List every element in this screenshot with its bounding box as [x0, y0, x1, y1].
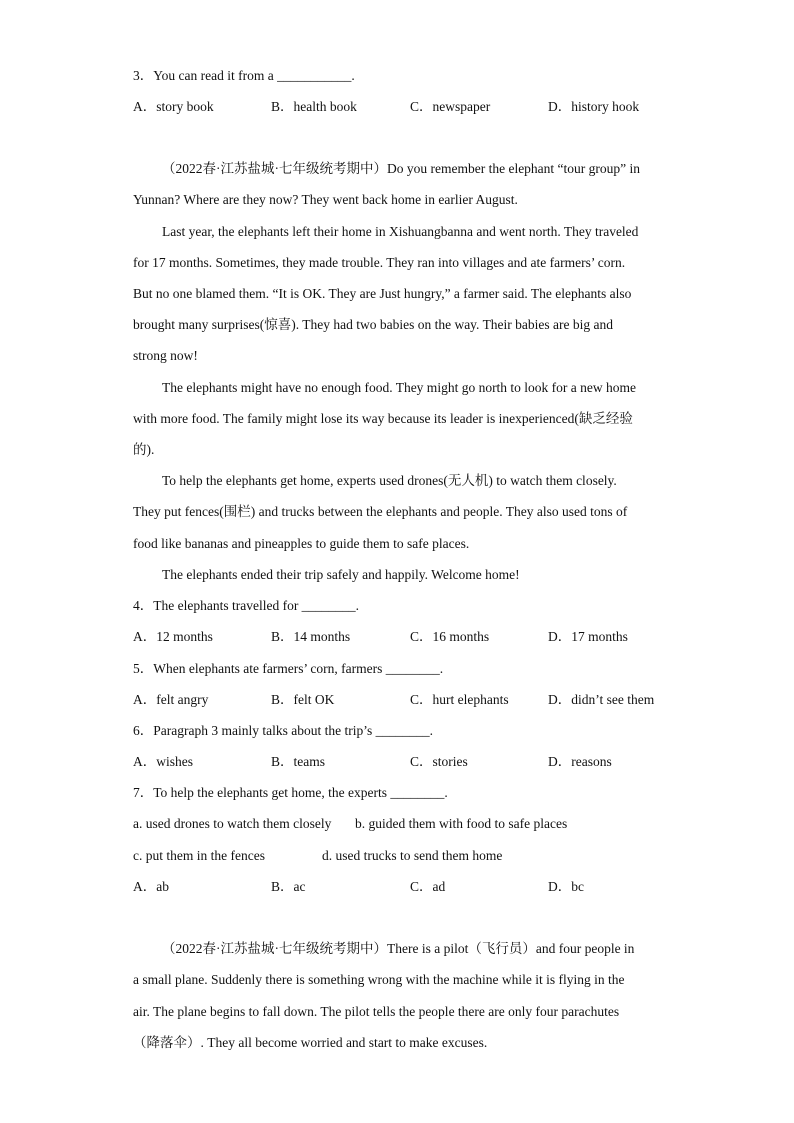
question-6-stem: 6．Paragraph 3 mainly talks about the trip’s ________. — [133, 723, 433, 738]
passage-1-line: Last year, the elephants left their home in Xishuangbanna and went north. They traveled — [162, 224, 639, 239]
question-7-option-d: D．bc — [548, 879, 584, 894]
question-4-stem: 4．The elephants travelled for ________. — [133, 598, 360, 613]
passage-2-line: a small plane. Suddenly there is something wrong with the machine while it is flying in the — [133, 972, 625, 987]
question-7-option-c: C．ad — [410, 879, 446, 894]
passage-1-line: Yunnan? Where are they now? They went back home in earlier August. — [133, 192, 518, 207]
passage-1-line: They put fences(围栏) and trucks between the elephants and people. They also used tons of — [133, 504, 628, 519]
question-5-option-a: A．felt angry — [133, 692, 209, 707]
question-3-option-b: B．health book — [271, 99, 357, 114]
question-4-option-a: A．12 months — [133, 629, 213, 644]
question-5-option-c: C．hurt elephants — [410, 692, 509, 707]
question-4-option-d: D．17 months — [548, 629, 628, 644]
passage-1-line: But no one blamed them. “It is OK. They are Just hungry,” a farmer said. The elephants also — [133, 286, 632, 301]
passage-1-line: food like bananas and pineapples to guide them to safe places. — [133, 536, 470, 551]
question-6-option-a: A．wishes — [133, 754, 193, 769]
question-3-stem: 3．You can read it from a ___________. — [133, 68, 355, 83]
question-5-stem: 5．When elephants ate farmers’ corn, farmers ________. — [133, 661, 444, 676]
question-7-item-c: c. put them in the fences — [133, 848, 265, 863]
passage-2-line: （降落伞）. They all become worried and start to make excuses. — [133, 1035, 488, 1050]
question-7-item-b: b. guided them with food to safe places — [355, 816, 568, 831]
passage-2-header: （2022春·江苏盐城·七年级统考期中）There is a pilot（飞行员）and four people in — [162, 941, 635, 956]
question-4-option-c: C．16 months — [410, 629, 490, 644]
question-5-option-d: D．didn’t see them — [548, 692, 655, 707]
question-7-option-b: B．ac — [271, 879, 306, 894]
question-6-option-c: C．stories — [410, 754, 468, 769]
passage-1-line: To help the elephants get home, experts used drones(无人机) to watch them closely. — [162, 473, 617, 488]
question-7-stem: 7．To help the elephants get home, the experts ________. — [133, 785, 448, 800]
question-6-option-d: D．reasons — [548, 754, 612, 769]
passage-1-line: with more food. The family might lose its way because its leader is inexperienced(缺乏经验 — [133, 411, 633, 426]
question-3-option-d: D．history hook — [548, 99, 640, 114]
passage-1-line: strong now! — [133, 348, 198, 363]
question-6-option-b: B．teams — [271, 754, 325, 769]
passage-1-header: （2022春·江苏盐城·七年级统考期中）Do you remember the elephant “tour group” in — [162, 161, 641, 176]
question-3-option-a: A．story book — [133, 99, 214, 114]
question-5-option-b: B．felt OK — [271, 692, 335, 707]
passage-1-line: The elephants might have no enough food. They might go north to look for a new home — [162, 380, 637, 395]
passage-1-line: brought many surprises(惊喜). They had two babies on the way. Their babies are big and — [133, 317, 614, 332]
question-7-item-a: a. used drones to watch them closely — [133, 816, 332, 831]
passage-1-line: for 17 months. Sometimes, they made trouble. They ran into villages and ate farmers’ corn. — [133, 255, 626, 270]
question-4-option-b: B．14 months — [271, 629, 351, 644]
question-7-option-a: A．ab — [133, 879, 169, 894]
question-3-option-c: C．newspaper — [410, 99, 491, 114]
passage-2-line: air. The plane begins to fall down. The pilot tells the people there are only four parachutes — [133, 1004, 620, 1019]
question-7-item-d: d. used trucks to send them home — [322, 848, 503, 863]
passage-1-line: The elephants ended their trip safely and happily. Welcome home! — [162, 567, 520, 582]
passage-1-line: 的). — [133, 442, 155, 457]
